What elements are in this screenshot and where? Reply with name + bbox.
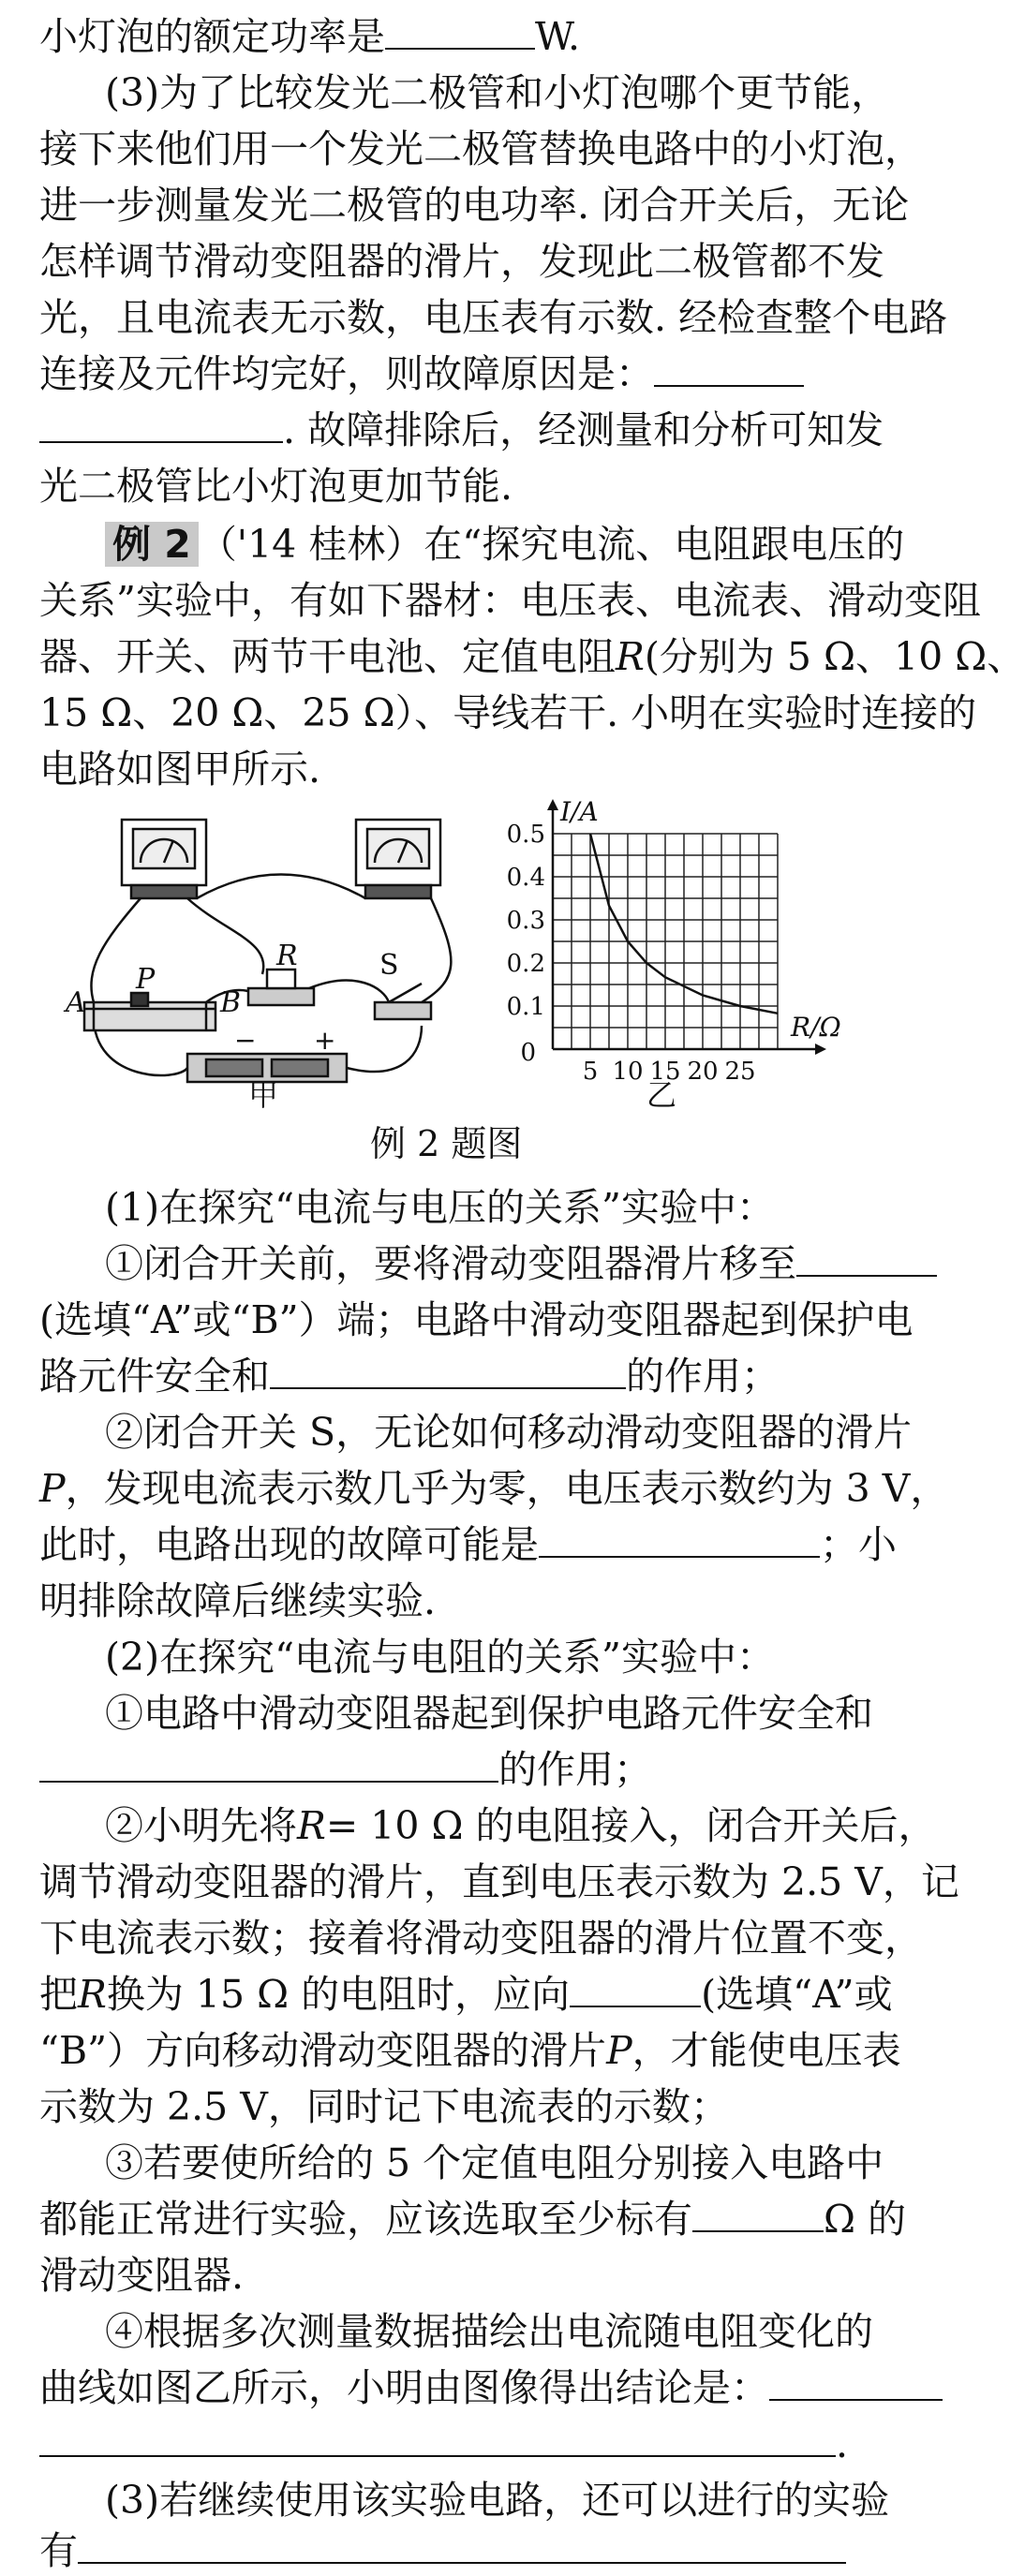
x-tick-label: 25 [724,1058,756,1086]
answer-blank-q2-3[interactable] [692,2193,824,2232]
example-tag: 例 2 [105,522,199,567]
ammeter [356,820,440,898]
text-p7: 此时，电路出现的故障可能是 ；小 [39,1517,897,1572]
text-p25: 有 [39,2524,846,2575]
q1-item-2: ②闭合开关 S，无论如何移动滑动变阻器的滑片 [105,1410,913,1455]
answer-blank-power[interactable] [385,10,535,50]
text-line-8: . 故障排除后，经测量和分析可知发 [39,403,884,457]
answer-blank-q2-1[interactable] [39,1743,498,1783]
x-axis-arrow [815,1044,826,1055]
label-A: A [66,986,86,1019]
text-p23: . [39,2417,848,2471]
q2-item-1: ①电路中滑动变阻器起到保护电路元件安全和 [105,1691,873,1736]
text-line-6: 光，且电流表无示数，电压表有示数. 经检查整个电路 [39,295,948,340]
y-tick-label: 0.2 [506,950,545,978]
label-P: P [136,963,156,996]
answer-blank-fault-a[interactable] [654,348,804,387]
figure-caption: 例 2 题图 [370,1123,523,1164]
text-p19: 都能正常进行实验，应该选取至少标有 Ω 的 [39,2192,906,2246]
x-tick-label: 20 [687,1058,719,1086]
text-p22: 曲线如图乙所示，小明由图像得出结论是： [39,2361,943,2415]
answer-blank-q3[interactable] [78,2524,846,2564]
y-axis-label: I/A [560,796,599,827]
figure-example-2 [66,796,841,1113]
text-p11: 的作用； [39,1742,652,1797]
text-line-14: 电路如图甲所示. [39,747,321,792]
rheostat [84,993,215,1030]
text-p4: 路元件安全和 的作用； [39,1349,780,1403]
q1-heading: (1)在探究“电流与电压的关系”实验中： [105,1185,775,1230]
text-p16: “B”）方向移动滑动变阻器的滑片P，才能使电压表 [39,2028,901,2073]
y-tick-label: 0.1 [506,993,545,1021]
resistor-R [248,970,314,1005]
x-tick-label: 15 [649,1058,681,1086]
text-p15: 把R换为 15 Ω 的电阻时，应向 (选填“A”或 [39,1967,893,2021]
answer-blank-q2-4b[interactable] [39,2418,836,2457]
figure-svg [66,796,841,1113]
text-line-13: 15 Ω、20 Ω、25 Ω）、导线若干. 小明在实验时连接的 [39,690,977,735]
caption-yi: 乙 [646,1077,677,1113]
q2-item-2: ②小明先将R= 10 Ω 的电阻接入，闭合开关后， [105,1803,937,1848]
q2-heading: (2)在探究“电流与电阻的关系”实验中： [105,1635,775,1680]
label-plus: + [314,1025,336,1056]
x-axis-label: R/Ω [791,1012,841,1043]
q2-item-3: ③若要使所给的 5 个定值电阻分别接入电路中 [105,2140,884,2185]
answer-blank-q1-1[interactable] [796,1237,937,1277]
example-2-header: 例 2 （'14 桂林）在“探究电流、电阻跟电压的 [105,517,904,571]
text-line-11: 关系”实验中，有如下器材：电压表、电流表、滑动变阻 [39,578,981,623]
q3-heading: (3)若继续使用该实验电路，还可以进行的实验 [105,2478,890,2523]
answer-blank-q2-4a[interactable] [769,2361,943,2401]
text-p17: 示数为 2.5 V，同时记下电流表的示数； [39,2084,729,2129]
text-line-3: 接下来他们用一个发光二极管替换电路中的小灯泡， [39,126,923,171]
answer-blank-q2-2[interactable] [570,1968,701,2007]
chart-current-vs-resistance [507,796,841,1086]
y-tick-label: 0.5 [506,821,545,849]
text-line-12: 器、开关、两节干电池、定值电阻R(分别为 5 Ω、10 Ω、 [39,634,1025,679]
text-p6: P，发现电流表示数几乎为零，电压表示数约为 3 V， [39,1466,949,1511]
text-line-2: (3)为了比较发光二极管和小灯泡哪个更节能， [105,70,890,115]
text-line-4: 进一步测量发光二极管的电功率. 闭合开关后，无论 [39,183,910,228]
text-line-5: 怎样调节滑动变阻器的滑片，发现此二极管都不发 [39,239,884,284]
text-p8: 明排除故障后继续实验. [39,1578,437,1623]
text-line-1: 小灯泡的额定功率是 W. [39,9,580,64]
voltmeter [122,820,206,898]
y-axis-arrow [547,799,558,810]
q1-item-1: ①闭合开关前，要将滑动变阻器滑片移至 [105,1236,937,1291]
q2-item-4: ④根据多次测量数据描绘出电流随电阻变化的 [105,2309,873,2354]
answer-blank-q1-3[interactable] [539,1518,820,1558]
switch-S [375,984,431,1019]
text-p13: 调节滑动变阻器的滑片，直到电压表示数为 2.5 V，记 [39,1859,959,1904]
answer-blank-q1-2[interactable] [270,1350,626,1389]
label-R: R [276,940,298,972]
y-tick-label: 0.3 [506,907,545,935]
caption-jia: 甲 [248,1077,279,1113]
label-minus: − [234,1025,257,1056]
label-S: S [379,949,399,982]
y-tick-label: 0.4 [506,864,545,892]
text-line-9: 光二极管比小灯泡更加节能. [39,464,513,509]
text-line-7: 连接及元件均完好，则故障原因是： [39,347,804,401]
x-tick-label: 5 [582,1058,599,1086]
label-B: B [220,986,242,1019]
text-p14: 下电流表示数；接着将滑动变阻器的滑片位置不变， [39,1916,923,1961]
origin-label: 0 [520,1039,536,1067]
text-p3: (选填“A”或“B”）端；电路中滑动变阻器起到保护电 [39,1297,914,1342]
text-p20: 滑动变阻器. [39,2253,245,2298]
answer-blank-fault-b[interactable] [39,404,283,443]
x-tick-label: 10 [612,1058,644,1086]
